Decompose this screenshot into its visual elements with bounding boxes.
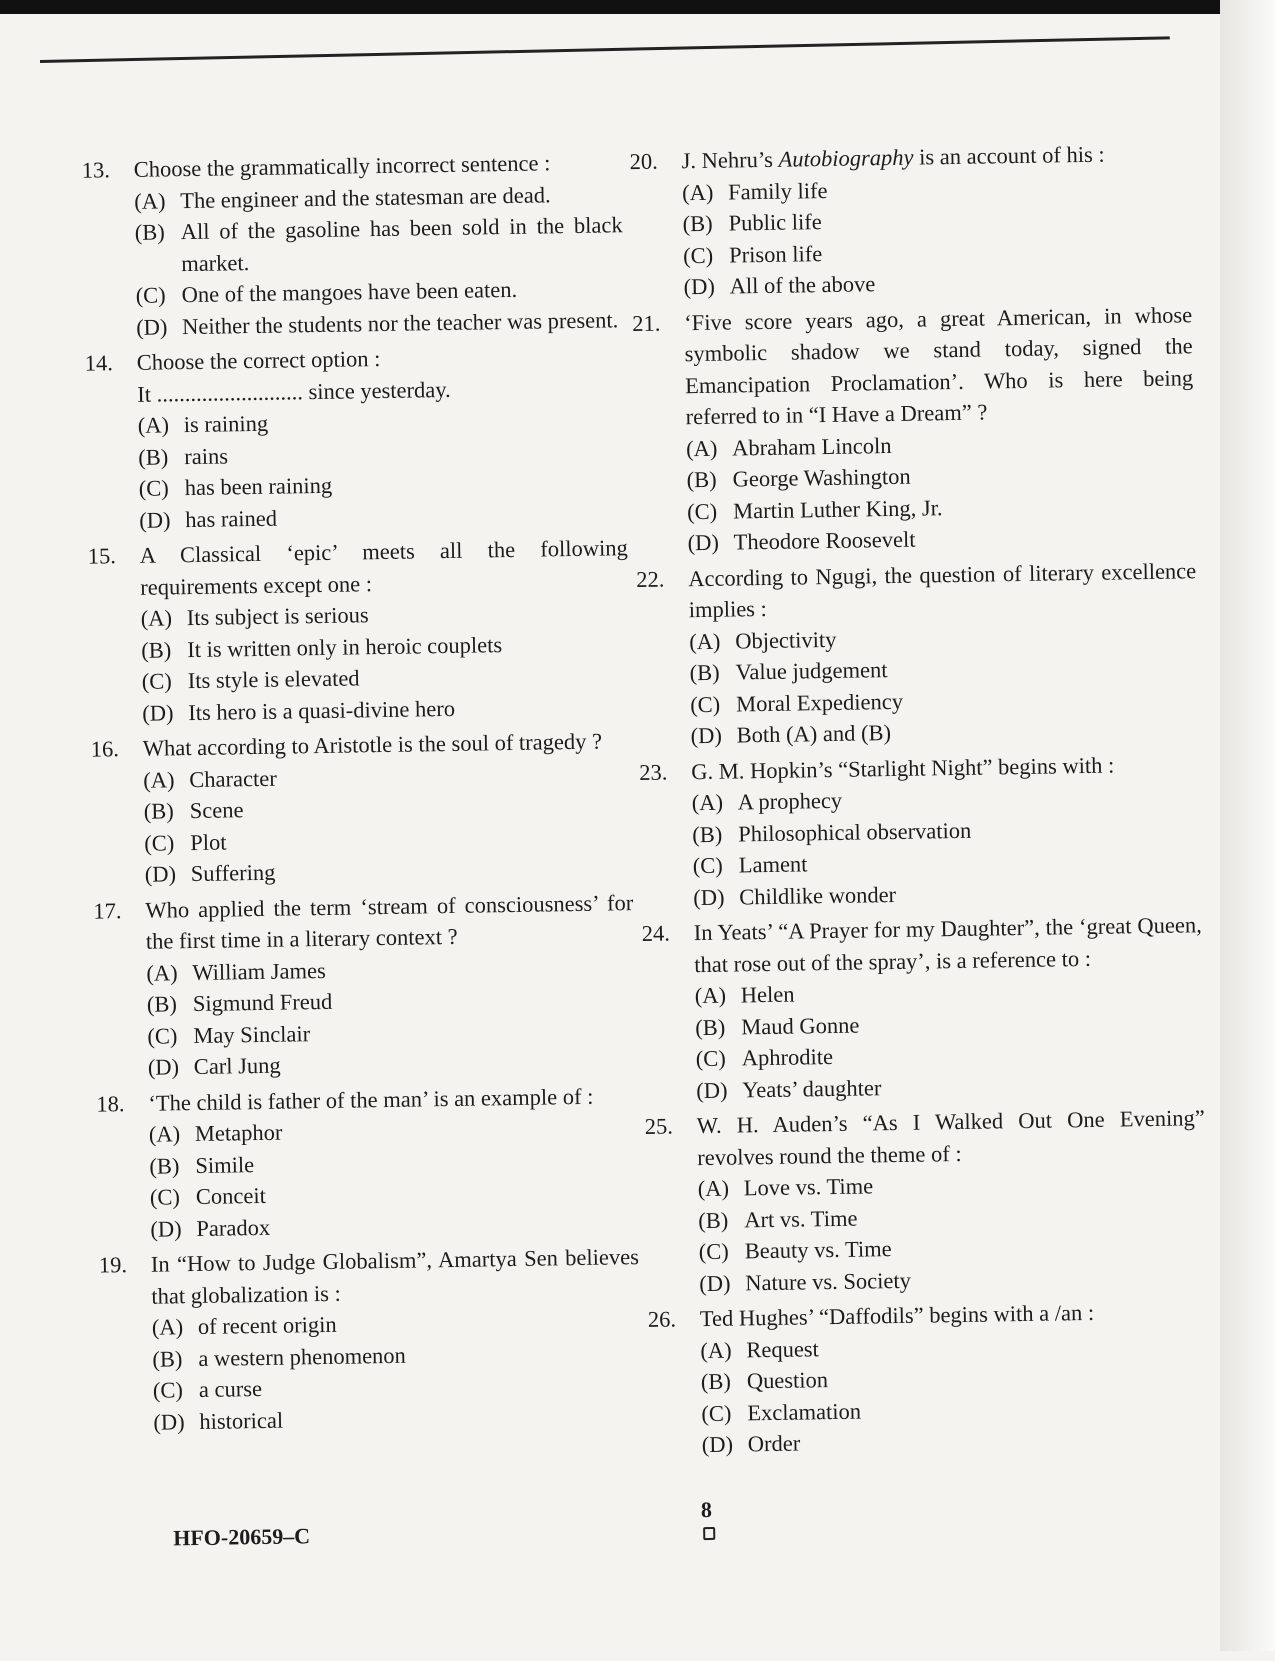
option-label: (B): [143, 798, 174, 824]
option-list: [691, 779, 1201, 913]
option-label: (C): [152, 1377, 184, 1403]
option-label: (A): [697, 1175, 730, 1202]
option-text: Lament: [738, 851, 808, 878]
option-label: (C): [701, 1400, 732, 1426]
option-text: Request: [746, 1335, 820, 1362]
option-label: (D): [147, 1054, 180, 1080]
option-text: Value judgement: [735, 657, 888, 685]
option-label: (A): [151, 1314, 184, 1340]
question-20: [629, 137, 1191, 303]
question-26: [648, 1295, 1210, 1461]
option-text: All of the gasoline has been sold in the black market.: [180, 212, 623, 276]
question-text-end: is an account of his :: [913, 141, 1105, 170]
option-text: Its hero is a quasi-divine hero: [188, 695, 456, 725]
option-label: (D): [690, 722, 723, 749]
option-text: Objectivity: [734, 626, 837, 653]
option-label: (D): [693, 884, 725, 910]
question-19: [99, 1241, 642, 1438]
option-label: (B): [692, 821, 723, 847]
option-label: (A): [140, 605, 173, 631]
option-text: Simile: [195, 1151, 255, 1178]
option-d: [693, 874, 1201, 913]
option-d: [687, 519, 1195, 558]
option-text: Prison life: [728, 240, 823, 268]
question-23: [639, 748, 1201, 914]
question-number: 20.: [629, 148, 658, 175]
option-label: (C): [686, 498, 718, 524]
option-label: (D): [150, 1215, 182, 1242]
option-label: (B): [149, 1152, 180, 1179]
option-text: Carl Jung: [193, 1052, 281, 1080]
question-17: [93, 887, 636, 1084]
question-text: ‘The child is father of the man’ is an example of :: [148, 1083, 594, 1116]
option-list: [700, 1327, 1210, 1461]
option-text: Abraham Lincoln: [731, 432, 892, 461]
option-text: has been raining: [184, 472, 333, 501]
option-text: One of the mangoes have been eaten.: [181, 276, 518, 308]
option-list: [686, 425, 1196, 559]
question-22: [636, 555, 1199, 753]
option-text: has rained: [185, 505, 278, 532]
question-number: 25.: [644, 1113, 674, 1139]
option-label: (D): [696, 1077, 728, 1103]
option-d: [142, 690, 630, 729]
option-label: (B): [695, 1014, 726, 1040]
option-list: [682, 169, 1192, 303]
question-18: [96, 1080, 638, 1246]
option-label: (D): [687, 529, 720, 556]
option-list: [695, 972, 1205, 1106]
option-label: (C): [698, 1238, 729, 1265]
option-label: (B): [141, 636, 172, 663]
book-title: Autobiography: [778, 144, 914, 172]
option-label: (B): [689, 659, 720, 686]
question-13: [81, 146, 624, 343]
question-text: In “How to Judge Globalism”, Amartya Sen believes that globalization is :: [150, 1244, 640, 1309]
option-d: [148, 1044, 636, 1083]
option-label: (C): [144, 829, 175, 856]
option-list: [134, 178, 624, 343]
question-16: [91, 725, 633, 891]
option-text: All of the above: [729, 271, 876, 299]
option-text: Aphrodite: [741, 1043, 834, 1071]
option-d: [153, 1399, 641, 1438]
option-text: It is written only in heroic couplets: [187, 631, 503, 662]
option-text: Conceit: [195, 1182, 267, 1210]
option-d: [683, 263, 1191, 302]
paper-code: HFO-20659–C: [173, 1523, 311, 1551]
question-text: A Classical ‘epic’ meets all the following requirements except one :: [139, 535, 628, 600]
option-d: [139, 497, 627, 536]
option-label: (B): [134, 219, 165, 245]
question-text: What according to Aristotle is the soul of tragedy ?: [142, 728, 603, 761]
right-column: [629, 137, 1210, 1465]
option-label: (B): [686, 466, 717, 493]
option-label: (B): [146, 991, 178, 1017]
question-number: 18.: [96, 1090, 125, 1117]
option-label: (A): [137, 412, 170, 438]
option-text: Helen: [740, 981, 795, 1008]
question-number: 13.: [81, 157, 111, 183]
question-number: 19.: [98, 1252, 128, 1278]
option-d: [136, 304, 624, 343]
option-label: (D): [139, 506, 171, 533]
option-list: [152, 1304, 642, 1438]
option-label: (C): [692, 852, 723, 879]
option-label: (C): [689, 691, 721, 717]
option-d: [145, 851, 633, 890]
option-text: of recent origin: [197, 1311, 337, 1340]
option-text: Public life: [728, 209, 822, 236]
question-text: Choose the correct option :: [136, 346, 381, 375]
option-text: Its style is elevated: [187, 665, 360, 694]
option-label: (C): [147, 1022, 178, 1049]
question-14: [85, 339, 628, 536]
option-list: [146, 950, 636, 1084]
option-text: Martin Luther King, Jr.: [732, 494, 943, 523]
option-label: (B): [138, 443, 169, 470]
option-text: Philosophical observation: [738, 817, 972, 846]
question-text: Who applied the term ‘stream of consciousness’ for the first time in a literary context ?: [145, 889, 634, 954]
question-15: [88, 532, 631, 729]
question-number: 15.: [87, 543, 117, 569]
question-number: 23.: [639, 759, 668, 785]
option-b: [134, 209, 623, 280]
option-text: William James: [192, 957, 326, 985]
option-text: Childlike wonder: [739, 881, 897, 909]
option-text: a curse: [198, 1376, 263, 1402]
question-21: [632, 299, 1196, 560]
option-text: Character: [189, 765, 277, 792]
option-d: [150, 1206, 638, 1245]
option-text: Metaphor: [194, 1119, 283, 1147]
question-number: 17.: [93, 897, 122, 924]
option-label: (D): [142, 699, 174, 726]
option-label: (D): [153, 1408, 185, 1435]
option-list: [149, 1111, 639, 1245]
option-d: [699, 1260, 1207, 1299]
option-label: (C): [141, 668, 172, 694]
question-number: 22.: [636, 566, 665, 592]
option-list: [698, 1165, 1208, 1299]
option-text: Yeats’ daughter: [742, 1074, 882, 1102]
option-text: Order: [747, 1430, 801, 1457]
option-text: Art vs. Time: [744, 1205, 858, 1232]
option-label: (C): [682, 242, 714, 268]
option-label: (A): [700, 1337, 732, 1363]
option-d: [690, 712, 1198, 751]
option-text: Moral Expediency: [735, 688, 904, 716]
question-text: According to Ngugi, the question of literary excellence implies :: [688, 557, 1197, 623]
option-list: [689, 618, 1199, 752]
option-label: (C): [149, 1184, 181, 1210]
question-24: [642, 909, 1205, 1107]
option-label: (C): [695, 1045, 726, 1072]
question-text: W. H. Auden’s “As I Walked Out One Evening” revolves round the theme of :: [696, 1105, 1205, 1170]
page-number: 8: [700, 1496, 713, 1523]
option-label: (A): [689, 628, 721, 654]
option-label: (D): [701, 1431, 734, 1458]
question-25: [645, 1102, 1208, 1300]
question-number: 26.: [647, 1306, 677, 1332]
option-text: Sigmund Freud: [192, 988, 333, 1017]
option-text: Question: [746, 1367, 829, 1394]
option-list: [143, 757, 633, 891]
question-number: 16.: [90, 736, 120, 762]
option-label: (B): [698, 1207, 729, 1233]
option-label: (A): [146, 959, 178, 986]
option-text: Exclamation: [747, 1398, 862, 1425]
option-label: (A): [685, 435, 718, 461]
left-column: [81, 146, 641, 1442]
question-text: In Yeats’ “A Prayer for my Daughter”, the ‘great Queen, that rose out of the spray’, is a reference to :: [693, 912, 1202, 977]
option-label: (B): [152, 1345, 183, 1372]
option-text: Beauty vs. Time: [744, 1236, 892, 1264]
option-label: (D): [699, 1270, 731, 1296]
option-d: [696, 1067, 1204, 1106]
option-label: (D): [135, 313, 168, 340]
option-d: [702, 1421, 1210, 1460]
option-text: Paradox: [196, 1214, 271, 1241]
question-text-start: J. Nehru’s: [681, 146, 779, 174]
option-text: rains: [184, 442, 229, 469]
question-blank-sentence: It .......................... since yesterday.: [137, 376, 451, 407]
option-list: [137, 402, 627, 536]
option-text: Maud Gonne: [741, 1012, 860, 1039]
option-label: (A): [694, 982, 727, 1009]
option-label: (A): [143, 766, 175, 793]
question-number: 14.: [84, 350, 114, 376]
option-text: Both (A) and (B): [736, 720, 892, 748]
option-text: Nature vs. Society: [745, 1267, 912, 1295]
question-text: G. M. Hopkin’s “Starlight Night” begins with :: [691, 752, 1115, 784]
option-text: Theodore Roosevelt: [733, 526, 916, 555]
option-text: Its subject is serious: [186, 602, 369, 631]
option-text: is raining: [183, 410, 269, 438]
option-text: Suffering: [190, 859, 276, 887]
option-text: Love vs. Time: [743, 1173, 874, 1201]
option-label: (A): [691, 789, 724, 816]
question-text: Choose the grammatically incorrect sentence :: [133, 150, 551, 182]
option-text: Family life: [727, 177, 828, 205]
option-text: The engineer and the statesman are dead.: [180, 181, 551, 213]
question-number: 24.: [641, 920, 671, 946]
option-label: (B): [700, 1368, 732, 1395]
option-text: historical: [199, 1407, 284, 1434]
question-text: ‘Five score years ago, a great American, in whose symbolic shadow we stand today, signed the Emancipation Proclamation’. Who is here being referred to in “I Have a Dream” ?: [683, 301, 1194, 430]
option-text: George Washington: [732, 463, 911, 492]
option-label: (A): [134, 187, 166, 214]
option-label: (A): [681, 179, 714, 205]
option-label: (D): [683, 273, 716, 300]
option-text: Scene: [189, 797, 244, 824]
option-label: (B): [682, 210, 713, 237]
option-label: (C): [135, 282, 166, 308]
page-marker-icon: [703, 1527, 715, 1540]
question-text: Ted Hughes’ “Daffodils” begins with a /an :: [699, 1299, 1095, 1332]
option-label: (A): [148, 1121, 181, 1147]
option-text: Neither the students nor the teacher was present.: [181, 306, 619, 339]
option-text: May Sinclair: [193, 1020, 311, 1048]
question-number: 21.: [631, 310, 661, 336]
option-label: (C): [138, 475, 169, 501]
option-label: (D): [144, 861, 177, 887]
option-list: [141, 595, 631, 729]
option-text: a western phenomenon: [198, 1342, 407, 1371]
option-text: A prophecy: [737, 787, 843, 815]
option-text: Plot: [190, 828, 227, 855]
